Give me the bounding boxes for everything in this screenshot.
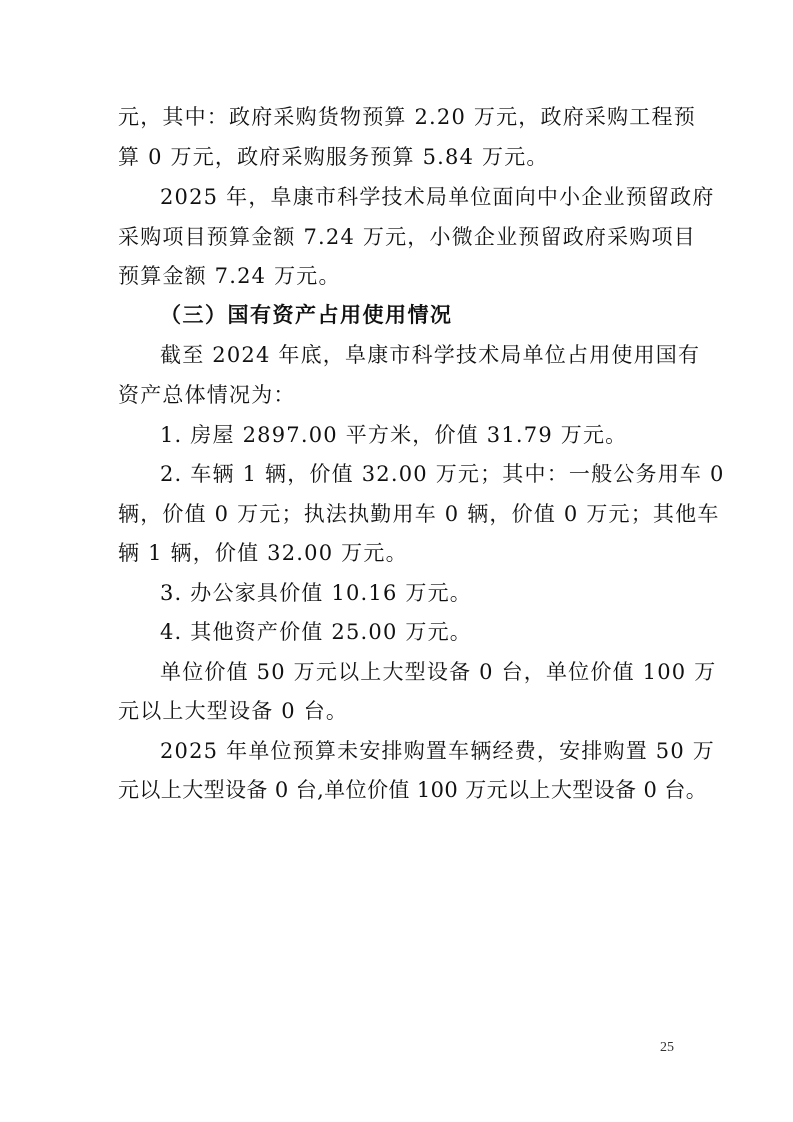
paragraph-line: 元，其中：政府采购货物预算 2.20 万元，政府采购工程预 — [118, 105, 696, 129]
paragraph-line: 元以上大型设备 0 台,单位价值 100 万元以上大型设备 0 台。 — [118, 778, 708, 802]
list-item: 2. 车辆 1 辆，价值 32.00 万元；其中：一般公务用车 0 — [160, 462, 725, 486]
list-item-continuation: 辆，价值 0 万元；执法执勤用车 0 辆，价值 0 万元；其他车 — [118, 502, 720, 526]
paragraph-line: 算 0 万元，政府采购服务预算 5.84 万元。 — [118, 145, 549, 169]
paragraph-line: 2025 年，阜康市科学技术局单位面向中小企业预留政府 — [160, 185, 715, 209]
list-item: 1. 房屋 2897.00 平方米，价值 31.79 万元。 — [160, 423, 628, 447]
paragraph-line: 2025 年单位预算未安排购置车辆经费，安排购置 50 万 — [160, 739, 715, 763]
paragraph-line: 资产总体情况为： — [118, 383, 296, 407]
list-item: 4. 其他资产价值 25.00 万元。 — [160, 620, 472, 644]
paragraph-line: 采购项目预算金额 7.24 万元，小微企业预留政府采购项目 — [118, 225, 696, 249]
paragraph-line: 截至 2024 年底，阜康市科学技术局单位占用使用国有 — [160, 343, 701, 367]
page-number: 25 — [660, 1040, 674, 1055]
paragraph-line: 预算金额 7.24 万元。 — [118, 264, 341, 288]
paragraph-line: 单位价值 50 万元以上大型设备 0 台，单位价值 100 万 — [160, 660, 717, 684]
list-item: 3. 办公家具价值 10.16 万元。 — [160, 581, 472, 605]
list-item-continuation: 辆 1 辆，价值 32.00 万元。 — [118, 541, 408, 565]
paragraph-line: 元以上大型设备 0 台。 — [118, 699, 349, 723]
section-heading: （三）国有资产占用使用情况 — [160, 303, 453, 327]
